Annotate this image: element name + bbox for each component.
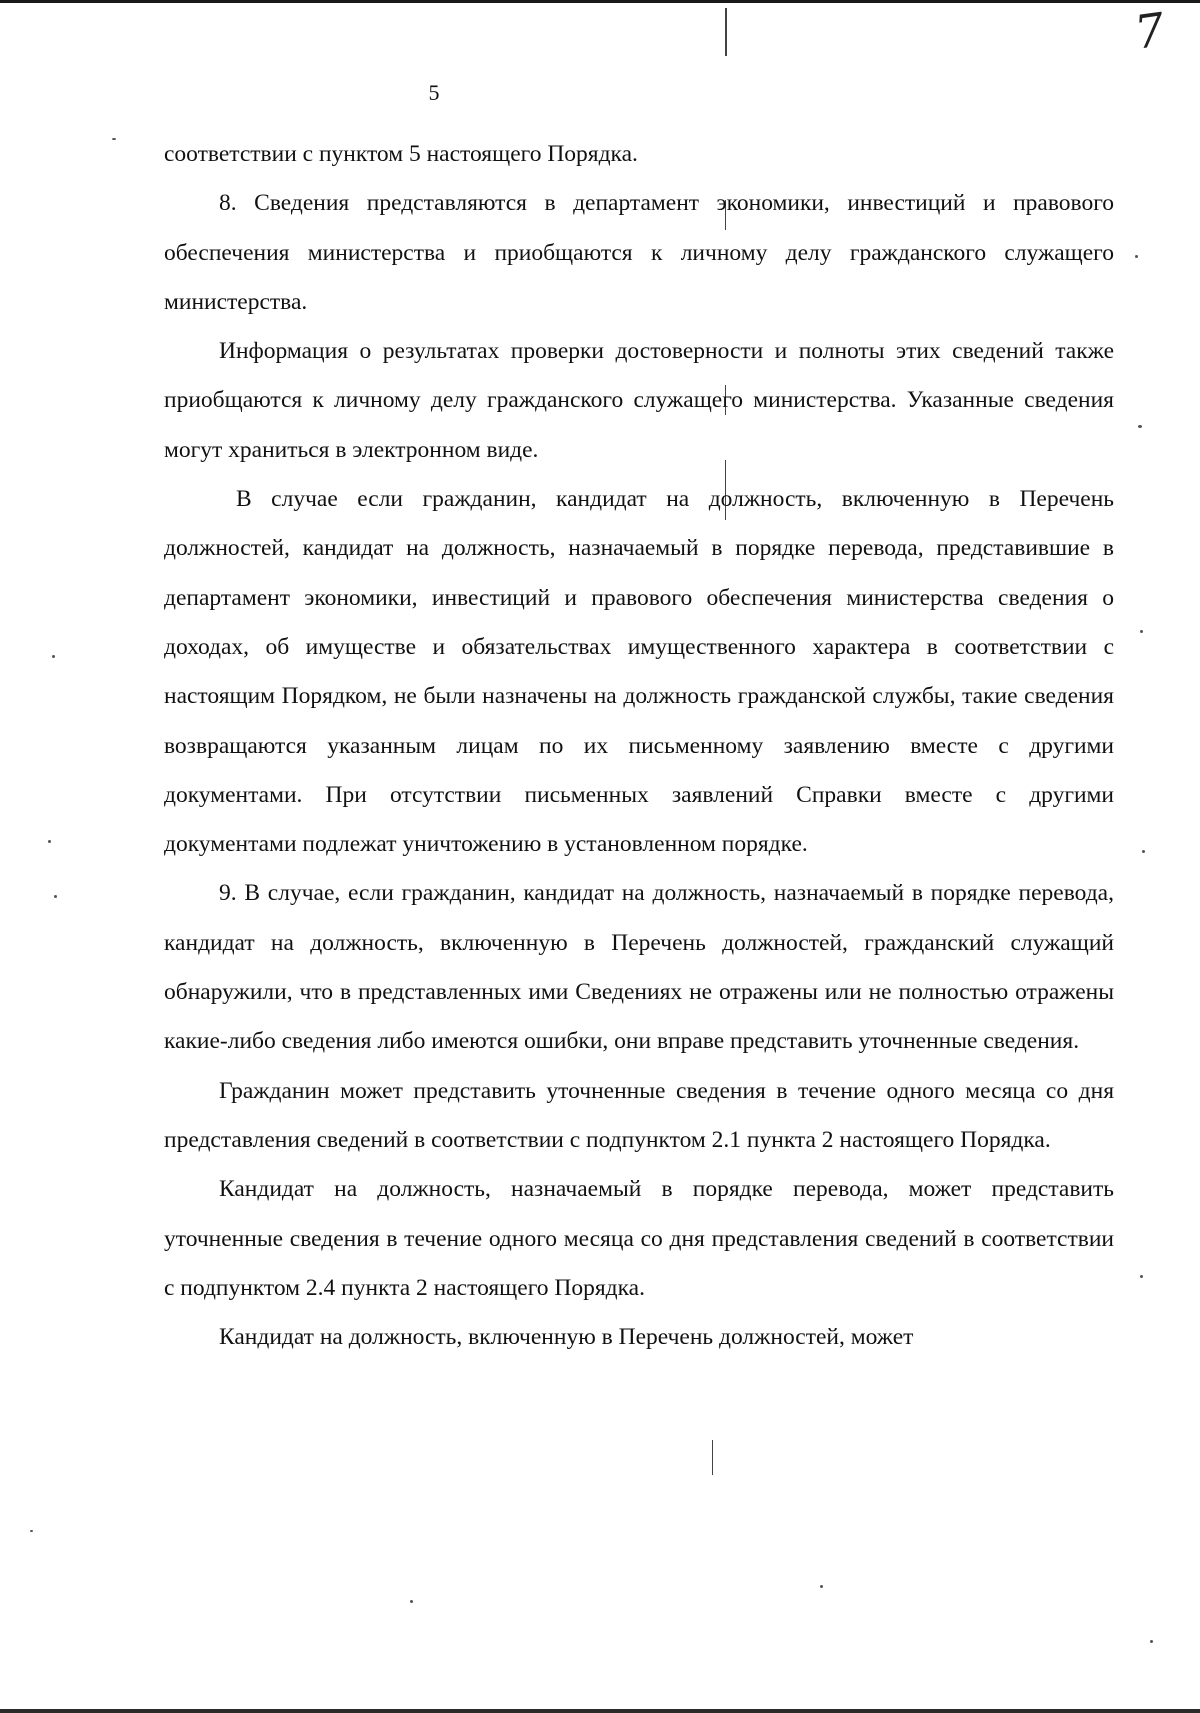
paragraph: 8. Сведения представляются в департамент экономики, инвестиций и правового обеспечения министерства и приобщаются к личному делу гражданского служащего министерства. xyxy=(164,190,1114,315)
scan-speck xyxy=(1138,425,1142,428)
fold-line xyxy=(712,1440,713,1475)
scan-speck xyxy=(112,138,116,140)
scan-speck xyxy=(410,1600,413,1603)
paragraph: Гражданин может представить уточненные сведения в течение одного месяца со дня представления сведений в соответствии с подпунктом 2.1 пункта 2 настоящего Порядка. xyxy=(164,1077,1114,1153)
paragraph: В случае если гражданин, кандидат на должность, включенную в Перечень должностей, кандидат на должность, назначаемый в порядке перевода, представившие в департамент экономики, инвестиций и правового обеспечения министерства сведения о доходах, об имуществе и обязательствах имущественного характера в соответствии с настоящим Порядком, не были назначены на должность гражданской службы, такие сведения возвращаются указанным лицам по их письменному заявлению вместе с другими документами. При отсутствии письменных заявлений Справки вместе с другими документами подлежат уничтожению в установленном порядке. xyxy=(164,486,1114,858)
paragraph: Информация о результатах проверки достоверности и полноты этих сведений также приобщаются к личному делу гражданского служащего министерства. Указанные сведения могут храниться в электронном виде. xyxy=(164,338,1114,463)
scan-speck xyxy=(48,840,51,843)
page-number: 5 xyxy=(428,80,440,105)
scan-speck xyxy=(54,895,57,898)
paragraph: 9. В случае, если гражданин, кандидат на должность, назначаемый в порядке перевода, кандидат на должность, включенную в Перечень должностей, гражданский служащий обнаружили, что в представленных ими Сведениях не отражены или не полностью отражены какие-либо сведения либо имеются ошибки, они вправе представить уточненные сведения. xyxy=(164,880,1114,1055)
scan-speck xyxy=(52,655,55,658)
scan-speck xyxy=(1142,850,1145,853)
scan-speck xyxy=(820,1585,823,1588)
scan-speck xyxy=(1150,1640,1153,1643)
scan-speck xyxy=(30,1530,33,1532)
scan-edge-bottom xyxy=(0,1709,1200,1713)
paragraph: Кандидат на должность, включенную в Перечень должностей, может xyxy=(219,1324,914,1351)
paragraph: Кандидат на должность, назначаемый в порядке перевода, может представить уточненные сведения в течение одного месяца со дня представления сведений в соответствии с подпунктом 2.4 пункта 2 настоящего Порядка. xyxy=(164,1176,1114,1301)
handwritten-sheet-number: 7 xyxy=(1131,2,1168,60)
scan-speck xyxy=(1135,255,1138,258)
paragraph: соответствии с пунктом 5 настоящего Порядка. xyxy=(164,141,638,167)
scan-speck xyxy=(1140,1275,1143,1278)
scan-speck xyxy=(1140,630,1143,633)
scan-edge-top xyxy=(0,0,1200,3)
fold-line xyxy=(725,8,727,56)
document-body xyxy=(164,130,1114,1362)
